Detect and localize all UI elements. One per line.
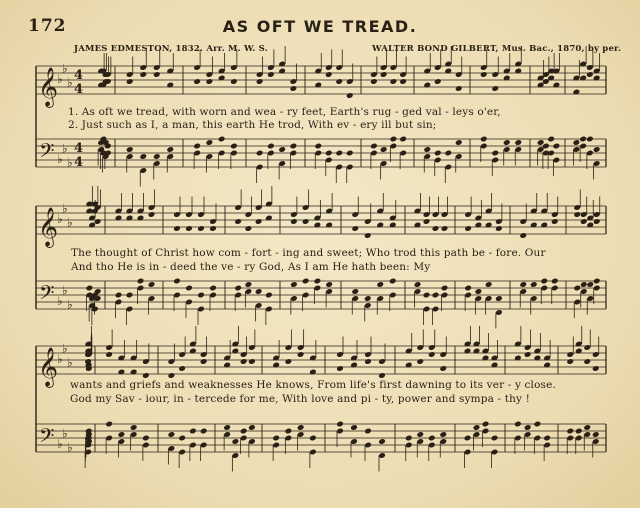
note-head xyxy=(432,225,440,232)
note-head xyxy=(547,136,555,143)
note-head xyxy=(399,78,407,85)
note-head xyxy=(278,146,286,153)
note-head xyxy=(285,428,293,435)
note-head xyxy=(256,78,264,85)
note-head xyxy=(586,71,594,78)
flat-sign: ♭ xyxy=(62,426,68,441)
note-head xyxy=(376,281,384,288)
note-head xyxy=(223,424,231,431)
note-head xyxy=(434,150,442,157)
note-head xyxy=(290,218,298,225)
note-head xyxy=(234,285,242,292)
bass-clef: 𝄢 xyxy=(39,281,55,309)
note-head xyxy=(302,278,310,285)
note-head xyxy=(485,281,493,288)
flat-sign: ♭ xyxy=(57,152,63,166)
flat-sign: ♭ xyxy=(57,352,63,366)
note-head xyxy=(543,435,551,442)
note-head xyxy=(423,146,431,153)
treble-clef: 𝄞 xyxy=(38,207,59,247)
time-signature-top: 4 xyxy=(74,68,84,83)
note-head xyxy=(206,139,214,146)
note-head xyxy=(423,218,431,225)
note-head xyxy=(537,139,545,146)
treble-clef: 𝄞 xyxy=(38,67,59,107)
flat-sign: ♭ xyxy=(67,215,73,230)
note-head xyxy=(416,358,424,365)
note-head xyxy=(593,218,601,225)
note-head xyxy=(126,146,134,153)
note-head xyxy=(575,428,583,435)
note-head xyxy=(482,421,490,428)
note-head xyxy=(142,435,150,442)
note-head xyxy=(248,358,256,365)
note-head xyxy=(255,288,263,295)
bass-clef: 𝄢 xyxy=(39,139,55,167)
note-head xyxy=(583,358,591,365)
note-head xyxy=(185,225,193,232)
note-head xyxy=(256,150,264,157)
flat-sign: ♭ xyxy=(67,297,73,312)
note-head xyxy=(390,78,398,85)
note-head xyxy=(130,424,138,431)
note-head xyxy=(480,71,488,78)
note-head xyxy=(105,351,113,358)
note-head xyxy=(580,281,588,288)
note-head xyxy=(290,281,298,288)
note-head xyxy=(336,365,344,372)
note-head xyxy=(185,285,193,292)
note-head xyxy=(370,78,378,85)
note-head xyxy=(464,435,472,442)
note-head xyxy=(240,358,248,365)
note-head xyxy=(314,278,322,285)
page-number: 172 xyxy=(28,16,67,36)
note-head xyxy=(423,292,431,299)
lyric-line-system3-verse1: wants and griefs and weaknesses He knows, From life's first dawning to its ver - y close. xyxy=(70,379,556,391)
note-head xyxy=(514,421,522,428)
note-head xyxy=(444,150,452,157)
note-head xyxy=(592,431,600,438)
words-credit: JAMES EDMESTON, 1832. Arr. M. W. S. xyxy=(74,44,268,54)
note-head xyxy=(580,218,588,225)
flat-sign: ♭ xyxy=(57,212,63,226)
note-head xyxy=(139,153,147,160)
note-head xyxy=(105,421,113,428)
time-signature-bottom: 4 xyxy=(74,155,84,170)
note-head xyxy=(553,143,561,150)
note-head xyxy=(503,139,511,146)
note-head xyxy=(573,285,581,292)
note-head xyxy=(209,225,217,232)
note-head xyxy=(364,232,372,239)
time-signature-top: 4 xyxy=(74,141,84,156)
note-head xyxy=(573,211,581,218)
note-head xyxy=(439,431,447,438)
note-head xyxy=(178,435,186,442)
note-head xyxy=(380,71,388,78)
note-head xyxy=(364,295,372,302)
note-head xyxy=(551,218,559,225)
note-head xyxy=(389,278,397,285)
note-head xyxy=(593,278,601,285)
note-head xyxy=(351,225,359,232)
note-head xyxy=(364,428,372,435)
note-head xyxy=(514,139,522,146)
note-head xyxy=(464,225,472,232)
note-head xyxy=(405,435,413,442)
note-head xyxy=(495,225,503,232)
note-head xyxy=(193,78,201,85)
lyric-line-system3-verse2: God my Sav - iour, in - tercede for me, With love and pi - ty, power and sympa - thy ! xyxy=(70,393,530,405)
flat-sign: ♭ xyxy=(57,294,63,308)
note-head xyxy=(586,281,594,288)
note-head xyxy=(336,421,344,428)
note-head xyxy=(464,285,472,292)
note-head xyxy=(351,288,359,295)
note-head xyxy=(346,92,354,99)
note-head xyxy=(148,281,156,288)
note-head xyxy=(370,143,378,150)
note-head xyxy=(290,85,298,92)
lyric-line-system2-verse2: And tho He is in - deed the ve - ry God, As I am He hath been: My xyxy=(71,261,431,273)
note-head xyxy=(566,428,574,435)
note-head xyxy=(193,143,201,150)
note-head xyxy=(335,150,343,157)
note-head xyxy=(314,143,322,150)
note-head xyxy=(142,372,150,379)
note-head xyxy=(491,435,499,442)
note-head xyxy=(416,431,424,438)
note-head xyxy=(491,85,499,92)
note-head xyxy=(441,285,449,292)
note-head xyxy=(325,150,333,157)
note-head xyxy=(524,424,532,431)
note-head xyxy=(378,438,386,445)
note-head xyxy=(534,421,542,428)
note-head xyxy=(380,146,388,153)
note-head xyxy=(586,136,594,143)
note-head xyxy=(209,285,217,292)
note-head xyxy=(297,351,305,358)
note-head xyxy=(86,285,94,292)
note-head xyxy=(272,435,280,442)
music-credit: WALTER BOND GILBERT, Mus. Bac., 1870, by per. xyxy=(372,44,622,54)
note-head xyxy=(399,136,407,143)
note-head xyxy=(118,431,126,438)
time-signature-bottom: 4 xyxy=(74,82,84,97)
note-head xyxy=(530,281,538,288)
note-head xyxy=(325,71,333,78)
note-head xyxy=(173,225,181,232)
bass-clef: 𝄢 xyxy=(39,424,55,452)
note-head xyxy=(414,281,422,288)
lyric-line-system1-verse2: 2. Just such as I, a man, this earth He trod, With ev - ery ill but sin; xyxy=(68,119,437,131)
note-head xyxy=(166,146,174,153)
note-head xyxy=(455,85,463,92)
note-head xyxy=(335,78,343,85)
note-head xyxy=(350,424,358,431)
note-head xyxy=(593,146,601,153)
note-head xyxy=(245,225,253,232)
note-head xyxy=(309,435,317,442)
note-head xyxy=(285,358,293,365)
treble-clef: 𝄞 xyxy=(38,347,59,387)
note-head xyxy=(524,351,532,358)
note-head xyxy=(115,292,123,299)
note-head xyxy=(200,428,208,435)
note-head xyxy=(255,218,263,225)
note-head xyxy=(475,288,483,295)
note-head xyxy=(325,281,333,288)
note-head xyxy=(302,218,310,225)
flat-sign: ♭ xyxy=(67,355,73,370)
note-head xyxy=(480,136,488,143)
note-head xyxy=(178,365,186,372)
note-head xyxy=(126,78,134,85)
note-head xyxy=(434,78,442,85)
note-head xyxy=(551,278,559,285)
note-head xyxy=(232,438,240,445)
flat-sign: ♭ xyxy=(62,61,68,76)
note-head xyxy=(364,358,372,365)
note-head xyxy=(245,281,253,288)
flat-sign: ♭ xyxy=(62,141,68,156)
note-head xyxy=(234,218,242,225)
note-head xyxy=(441,225,449,232)
note-head xyxy=(230,143,238,150)
note-head xyxy=(230,78,238,85)
note-head xyxy=(137,278,145,285)
note-head xyxy=(439,365,447,372)
lyric-line-system2-verse1: The thought of Christ how com - fort - ing and sweet; Who trod this path be - fore. Our xyxy=(71,247,546,259)
note-head xyxy=(519,232,527,239)
note-head xyxy=(346,150,354,157)
note-head xyxy=(519,281,527,288)
note-head xyxy=(126,292,134,299)
note-head xyxy=(218,136,226,143)
note-head xyxy=(197,292,205,299)
note-head xyxy=(290,143,298,150)
note-head xyxy=(378,372,386,379)
flat-sign: ♭ xyxy=(67,75,73,90)
note-head xyxy=(248,424,256,431)
note-head xyxy=(297,424,305,431)
note-head xyxy=(592,365,600,372)
note-head xyxy=(168,431,176,438)
note-head xyxy=(455,139,463,146)
note-head xyxy=(267,143,275,150)
flat-sign: ♭ xyxy=(57,437,63,451)
note-head xyxy=(153,71,161,78)
note-head xyxy=(432,292,440,299)
flat-sign: ♭ xyxy=(62,341,68,356)
flat-sign: ♭ xyxy=(62,283,68,298)
note-head xyxy=(206,78,214,85)
note-head xyxy=(573,139,581,146)
note-head xyxy=(495,295,503,302)
note-head xyxy=(390,136,398,143)
note-head xyxy=(579,136,587,143)
note-head xyxy=(428,435,436,442)
note-head xyxy=(540,278,548,285)
flat-sign: ♭ xyxy=(62,201,68,216)
note-head xyxy=(168,372,176,379)
note-head xyxy=(267,71,275,78)
note-head xyxy=(473,424,481,431)
note-head xyxy=(583,424,591,431)
flat-sign: ♭ xyxy=(67,440,73,455)
note-head xyxy=(189,428,197,435)
flat-sign: ♭ xyxy=(67,155,73,170)
lyric-line-system1-verse1: 1. As oft we tread, with worn and wea - ry feet, Earth's rug - ged val - leys o'er, xyxy=(68,106,501,118)
note-head xyxy=(197,225,205,232)
note-head xyxy=(428,351,436,358)
note-head xyxy=(491,150,499,157)
note-head xyxy=(139,71,147,78)
note-head xyxy=(173,278,181,285)
note-head xyxy=(153,153,161,160)
flat-sign: ♭ xyxy=(57,72,63,86)
note-head xyxy=(148,211,156,218)
hymn-title: AS OFT WE TREAD. xyxy=(222,17,418,36)
note-head xyxy=(566,358,574,365)
note-head xyxy=(200,358,208,365)
note-head xyxy=(265,292,273,299)
note-head xyxy=(240,428,248,435)
